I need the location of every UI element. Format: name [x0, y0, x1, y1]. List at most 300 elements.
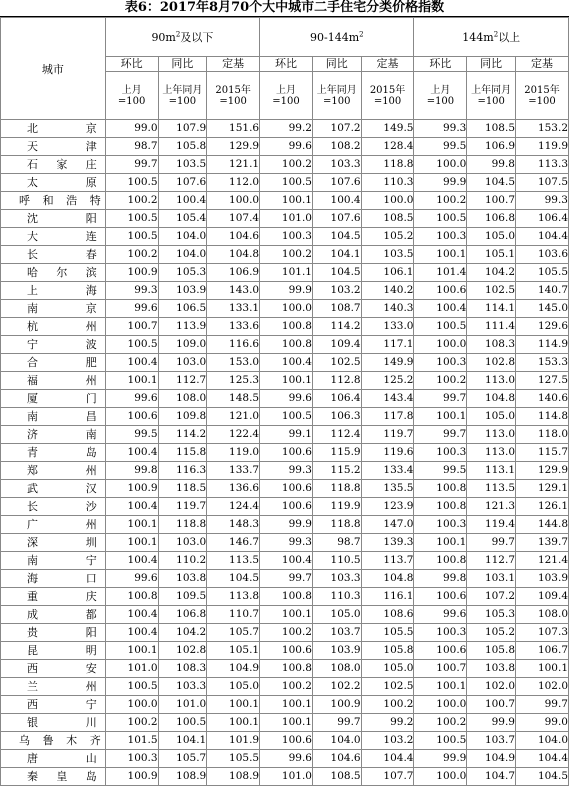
table-row [1, 462, 569, 480]
index-value: 119.0 [207, 444, 260, 462]
subheader-cell: 定基 [516, 57, 569, 72]
index-value: 115.2 [312, 462, 361, 480]
index-value: 106.1 [361, 264, 414, 282]
index-value: 104.4 [516, 228, 569, 246]
index-value: 100.1 [105, 642, 158, 660]
table-row [1, 660, 569, 678]
index-value: 104.0 [312, 732, 361, 750]
index-value: 100.0 [361, 192, 414, 210]
index-value: 125.2 [361, 372, 414, 390]
index-value: 100.4 [105, 606, 158, 624]
index-value: 104.4 [516, 750, 569, 768]
index-value: 128.4 [361, 138, 414, 156]
index-value: 148.3 [207, 516, 260, 534]
table-row [1, 336, 569, 354]
index-value: 100.1 [414, 678, 467, 696]
index-value: 107.9 [158, 120, 207, 138]
city-name: 合肥 [1, 354, 106, 372]
index-value: 100.6 [260, 498, 313, 516]
index-value: 139.7 [516, 534, 569, 552]
city-name: 乌鲁木齐 [1, 732, 106, 750]
index-value: 100.4 [260, 552, 313, 570]
index-value: 100.1 [414, 246, 467, 264]
index-value: 114.9 [516, 336, 569, 354]
index-value: 100.1 [414, 408, 467, 426]
index-value: 109.4 [312, 336, 361, 354]
index-value: 151.6 [207, 120, 260, 138]
index-value: 108.5 [467, 120, 516, 138]
index-value: 103.9 [158, 282, 207, 300]
index-value: 100.2 [105, 192, 158, 210]
index-value: 124.4 [207, 498, 260, 516]
index-value: 100.2 [260, 678, 313, 696]
city-name: 武汉 [1, 480, 106, 498]
table-row [1, 570, 569, 588]
index-value: 100.1 [105, 516, 158, 534]
city-name: 厦门 [1, 390, 106, 408]
index-value: 100.5 [158, 714, 207, 732]
index-value: 108.0 [312, 660, 361, 678]
index-value: 126.1 [516, 498, 569, 516]
index-value: 101.4 [414, 264, 467, 282]
index-value: 129.6 [516, 318, 569, 336]
index-value: 99.0 [105, 120, 158, 138]
index-value: 100.8 [414, 498, 467, 516]
index-value: 107.6 [312, 174, 361, 192]
index-value: 99.6 [260, 138, 313, 156]
table-row [1, 246, 569, 264]
index-value: 100.0 [207, 192, 260, 210]
baseline-cell: 上月 =100 [260, 72, 313, 120]
city-name: 成都 [1, 606, 106, 624]
index-value: 100.5 [105, 228, 158, 246]
group-header-large: $144m^2$以上 [414, 18, 569, 57]
index-value: 100.3 [414, 444, 467, 462]
index-value: 146.7 [207, 534, 260, 552]
index-value: 106.5 [158, 300, 207, 318]
index-value: 149.9 [361, 354, 414, 372]
index-value: 106.7 [516, 642, 569, 660]
index-value: 122.4 [207, 426, 260, 444]
index-value: 99.7 [467, 534, 516, 552]
index-value: 99.3 [105, 282, 158, 300]
index-value: 100.6 [414, 588, 467, 606]
index-value: 100.9 [105, 768, 158, 786]
index-value: 113.0 [467, 426, 516, 444]
index-value: 104.6 [207, 228, 260, 246]
table-row [1, 372, 569, 390]
index-value: 103.9 [312, 642, 361, 660]
index-value: 100.3 [414, 624, 467, 642]
index-value: 105.0 [312, 606, 361, 624]
index-value: 101.0 [105, 660, 158, 678]
index-value: 103.3 [312, 570, 361, 588]
index-value: 109.5 [158, 588, 207, 606]
index-value: 100.8 [260, 336, 313, 354]
city-name: 石家庄 [1, 156, 106, 174]
index-value: 105.3 [158, 264, 207, 282]
index-value: 99.2 [361, 714, 414, 732]
city-column-header: 城市 [1, 18, 106, 120]
index-value: 105.0 [361, 660, 414, 678]
city-name: 沈阳 [1, 210, 106, 228]
index-value: 103.8 [158, 570, 207, 588]
table-row [1, 192, 569, 210]
index-value: 107.6 [158, 174, 207, 192]
index-value: 104.6 [312, 750, 361, 768]
city-name: 长春 [1, 246, 106, 264]
index-value: 100.5 [260, 174, 313, 192]
index-value: 110.5 [312, 552, 361, 570]
index-value: 102.8 [467, 354, 516, 372]
index-value: 108.5 [312, 768, 361, 786]
table-row [1, 642, 569, 660]
table-body [1, 120, 569, 786]
index-value: 104.0 [516, 732, 569, 750]
table-row [1, 354, 569, 372]
index-value: 99.9 [260, 282, 313, 300]
city-name: 南京 [1, 300, 106, 318]
index-value: 108.9 [207, 768, 260, 786]
index-value: 100.0 [414, 156, 467, 174]
index-value: 103.7 [312, 624, 361, 642]
baseline-cell: 上月 =100 [414, 72, 467, 120]
index-value: 149.5 [361, 120, 414, 138]
city-name: 长沙 [1, 498, 106, 516]
index-value: 105.0 [207, 678, 260, 696]
index-value: 112.0 [207, 174, 260, 192]
table-row [1, 138, 569, 156]
index-value: 115.7 [516, 444, 569, 462]
index-value: 105.2 [361, 228, 414, 246]
table-row [1, 678, 569, 696]
index-value: 106.9 [467, 138, 516, 156]
index-value: 103.0 [158, 534, 207, 552]
city-name: 唐山 [1, 750, 106, 768]
index-value: 100.4 [105, 444, 158, 462]
index-value: 100.1 [414, 534, 467, 552]
index-value: 107.5 [516, 174, 569, 192]
index-value: 107.4 [207, 210, 260, 228]
index-value: 153.3 [516, 354, 569, 372]
subheader-cell: 环比 [105, 57, 158, 72]
index-value: 113.7 [361, 552, 414, 570]
table-row [1, 264, 569, 282]
index-value: 105.5 [207, 750, 260, 768]
index-value: 143.4 [361, 390, 414, 408]
city-name: 青岛 [1, 444, 106, 462]
city-name: 西安 [1, 660, 106, 678]
table-row [1, 120, 569, 138]
index-value: 99.8 [467, 156, 516, 174]
index-value: 103.7 [467, 732, 516, 750]
table-row [1, 534, 569, 552]
city-name: 大连 [1, 228, 106, 246]
index-value: 103.3 [312, 156, 361, 174]
index-value: 100.6 [260, 444, 313, 462]
index-value: 103.9 [516, 570, 569, 588]
index-value: 139.3 [361, 534, 414, 552]
index-value: 127.5 [516, 372, 569, 390]
index-value: 99.3 [516, 192, 569, 210]
index-value: 104.0 [158, 228, 207, 246]
index-value: 99.6 [260, 750, 313, 768]
index-value: 109.0 [158, 336, 207, 354]
baseline-cell: 上月 =100 [105, 72, 158, 120]
subheader-cell: 同比 [467, 57, 516, 72]
index-value: 121.3 [467, 498, 516, 516]
index-value: 113.0 [467, 444, 516, 462]
price-index-table [0, 17, 569, 786]
index-value: 100.6 [260, 642, 313, 660]
index-value: 105.0 [467, 408, 516, 426]
index-value: 118.8 [361, 156, 414, 174]
index-value: 99.7 [312, 714, 361, 732]
index-value: 110.3 [361, 174, 414, 192]
index-value: 105.8 [467, 642, 516, 660]
table-row [1, 498, 569, 516]
index-value: 100.5 [414, 210, 467, 228]
city-name: 银川 [1, 714, 106, 732]
city-name: 北京 [1, 120, 106, 138]
table-row [1, 282, 569, 300]
index-value: 100.8 [260, 660, 313, 678]
index-value: 104.7 [467, 768, 516, 786]
table-row [1, 696, 569, 714]
index-value: 108.5 [361, 210, 414, 228]
index-value: 107.2 [312, 120, 361, 138]
index-value: 153.0 [207, 354, 260, 372]
index-value: 105.7 [207, 624, 260, 642]
city-name: 天津 [1, 138, 106, 156]
index-value: 100.4 [260, 354, 313, 372]
index-value: 106.3 [312, 408, 361, 426]
index-value: 114.1 [467, 300, 516, 318]
index-value: 109.8 [158, 408, 207, 426]
index-value: 99.6 [105, 570, 158, 588]
index-value: 103.5 [361, 246, 414, 264]
index-value: 100.5 [105, 678, 158, 696]
index-value: 119.7 [361, 426, 414, 444]
index-value: 129.9 [516, 462, 569, 480]
city-name: 郑州 [1, 462, 106, 480]
city-name: 上海 [1, 282, 106, 300]
index-value: 99.6 [105, 300, 158, 318]
index-value: 100.5 [105, 210, 158, 228]
table-title: 表6：2017年8月70个大中城市二手住宅分类价格指数 [124, 0, 445, 15]
index-value: 102.0 [467, 678, 516, 696]
index-value: 105.8 [158, 138, 207, 156]
city-name: 南宁 [1, 552, 106, 570]
index-value: 118.0 [516, 426, 569, 444]
index-value: 100.8 [414, 480, 467, 498]
index-value: 116.3 [158, 462, 207, 480]
index-value: 135.5 [361, 480, 414, 498]
index-value: 99.9 [414, 750, 467, 768]
index-value: 100.4 [105, 498, 158, 516]
index-value: 100.1 [260, 714, 313, 732]
index-value: 108.0 [516, 606, 569, 624]
index-value: 100.3 [414, 516, 467, 534]
index-value: 100.6 [414, 642, 467, 660]
index-value: 108.0 [158, 390, 207, 408]
index-value: 104.8 [207, 246, 260, 264]
index-value: 110.3 [312, 588, 361, 606]
index-value: 100.8 [105, 588, 158, 606]
subheader-cell: 同比 [312, 57, 361, 72]
index-value: 140.6 [516, 390, 569, 408]
subheader-cell: 定基 [207, 57, 260, 72]
index-value: 103.3 [158, 678, 207, 696]
baseline-cell: 上年同月 =100 [158, 72, 207, 120]
table-row [1, 174, 569, 192]
index-value: 147.0 [361, 516, 414, 534]
index-value: 133.4 [361, 462, 414, 480]
index-value: 104.5 [312, 264, 361, 282]
index-value: 143.0 [207, 282, 260, 300]
index-value: 104.5 [312, 228, 361, 246]
index-value: 119.4 [467, 516, 516, 534]
index-value: 112.4 [312, 426, 361, 444]
index-value: 118.8 [312, 480, 361, 498]
table-row [1, 390, 569, 408]
index-value: 99.8 [105, 462, 158, 480]
index-value: 100.7 [467, 696, 516, 714]
baseline-cell: 上年同月 =100 [312, 72, 361, 120]
city-name: 秦皇岛 [1, 768, 106, 786]
index-value: 102.5 [467, 282, 516, 300]
index-value: 108.6 [361, 606, 414, 624]
index-value: 100.1 [260, 192, 313, 210]
index-value: 99.5 [105, 426, 158, 444]
index-value: 100.0 [105, 696, 158, 714]
index-value: 105.5 [361, 624, 414, 642]
index-value: 100.2 [105, 246, 158, 264]
table-row [1, 732, 569, 750]
index-value: 99.6 [260, 390, 313, 408]
index-value: 133.6 [207, 318, 260, 336]
index-value: 108.9 [158, 768, 207, 786]
index-value: 117.8 [361, 408, 414, 426]
index-value: 104.4 [361, 750, 414, 768]
index-value: 117.1 [361, 336, 414, 354]
index-value: 119.9 [516, 138, 569, 156]
index-value: 102.5 [312, 354, 361, 372]
index-value: 103.1 [467, 570, 516, 588]
index-value: 102.0 [516, 678, 569, 696]
index-value: 115.8 [158, 444, 207, 462]
index-value: 110.2 [158, 552, 207, 570]
subheader-cell: 定基 [361, 57, 414, 72]
index-value: 103.8 [467, 660, 516, 678]
table-row [1, 624, 569, 642]
baseline-cell: 2015年 =100 [207, 72, 260, 120]
index-value: 99.9 [260, 516, 313, 534]
index-value: 99.7 [516, 696, 569, 714]
index-value: 105.1 [467, 246, 516, 264]
table-row [1, 516, 569, 534]
index-value: 112.7 [467, 552, 516, 570]
table-row [1, 228, 569, 246]
index-value: 100.5 [414, 732, 467, 750]
index-value: 119.9 [312, 498, 361, 516]
index-value: 105.3 [467, 606, 516, 624]
index-value: 144.8 [516, 516, 569, 534]
index-value: 99.3 [260, 462, 313, 480]
index-value: 145.0 [516, 300, 569, 318]
index-value: 116.1 [361, 588, 414, 606]
index-value: 116.6 [207, 336, 260, 354]
index-value: 99.9 [467, 714, 516, 732]
index-value: 140.7 [516, 282, 569, 300]
index-value: 118.8 [312, 516, 361, 534]
index-value: 107.3 [516, 624, 569, 642]
city-name: 杭州 [1, 318, 106, 336]
index-value: 129.9 [207, 138, 260, 156]
index-value: 105.8 [361, 642, 414, 660]
city-name: 重庆 [1, 588, 106, 606]
index-value: 99.5 [414, 138, 467, 156]
index-value: 108.7 [312, 300, 361, 318]
index-value: 136.6 [207, 480, 260, 498]
index-value: 99.6 [414, 606, 467, 624]
index-value: 123.9 [361, 498, 414, 516]
index-value: 100.8 [414, 552, 467, 570]
table-row [1, 300, 569, 318]
index-value: 101.5 [105, 732, 158, 750]
index-value: 115.9 [312, 444, 361, 462]
index-value: 100.3 [105, 750, 158, 768]
index-value: 113.0 [467, 372, 516, 390]
index-value: 103.5 [158, 156, 207, 174]
index-value: 100.1 [207, 714, 260, 732]
index-value: 109.4 [516, 588, 569, 606]
index-value: 104.2 [467, 264, 516, 282]
index-value: 104.1 [158, 732, 207, 750]
index-value: 99.3 [260, 534, 313, 552]
index-value: 100.4 [312, 192, 361, 210]
table-row [1, 714, 569, 732]
index-value: 100.4 [158, 192, 207, 210]
index-value: 100.1 [207, 696, 260, 714]
index-value: 133.7 [207, 462, 260, 480]
index-value: 98.7 [312, 534, 361, 552]
index-value: 107.2 [467, 588, 516, 606]
table-row [1, 480, 569, 498]
index-value: 100.1 [105, 534, 158, 552]
index-value: 98.7 [105, 138, 158, 156]
index-value: 113.5 [207, 552, 260, 570]
index-value: 140.3 [361, 300, 414, 318]
index-value: 110.7 [207, 606, 260, 624]
index-value: 148.5 [207, 390, 260, 408]
index-value: 100.7 [105, 318, 158, 336]
index-value: 100.4 [105, 552, 158, 570]
index-value: 108.3 [158, 660, 207, 678]
index-value: 153.2 [516, 120, 569, 138]
index-value: 102.5 [361, 678, 414, 696]
index-value: 119.7 [158, 498, 207, 516]
index-value: 114.2 [312, 318, 361, 336]
index-value: 103.2 [312, 282, 361, 300]
index-value: 100.8 [260, 318, 313, 336]
index-value: 112.7 [158, 372, 207, 390]
city-name: 昆明 [1, 642, 106, 660]
index-value: 100.4 [105, 354, 158, 372]
index-value: 121.4 [516, 552, 569, 570]
table-row [1, 606, 569, 624]
index-value: 100.2 [361, 696, 414, 714]
